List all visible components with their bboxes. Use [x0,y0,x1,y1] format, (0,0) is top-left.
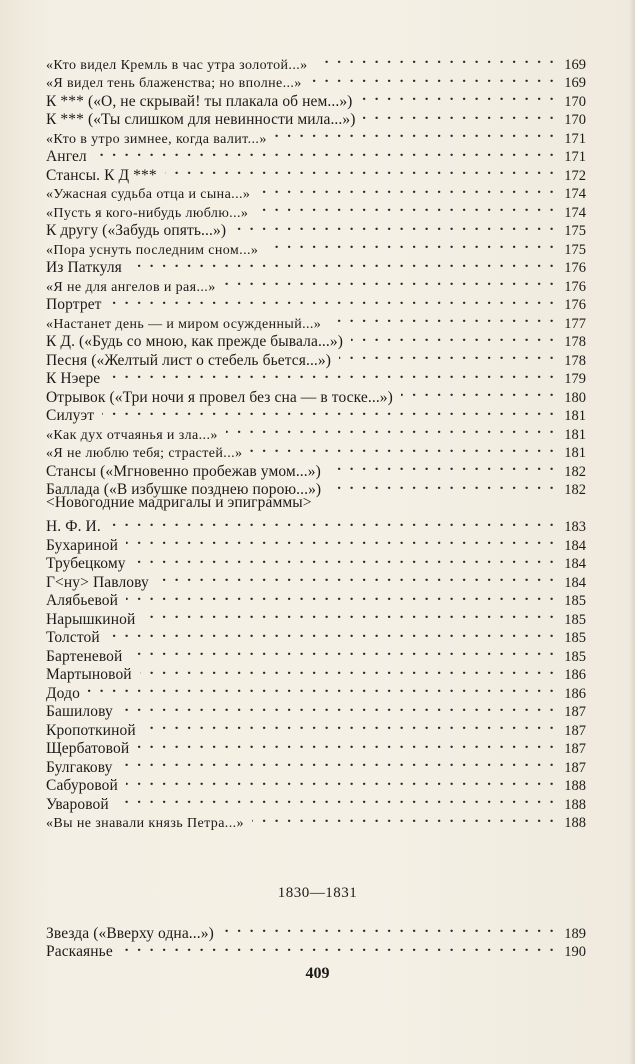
toc-entry-title: Стансы («Мгновенно пробежав умом...») [46,462,321,480]
toc-entry [46,531,586,554]
toc-entry-page: 174 [564,186,586,202]
table-of-contents [46,50,586,831]
toc-entry [46,661,586,683]
dot-leader [165,161,556,180]
toc-entry-page: 181 [564,408,586,424]
dot-leader [121,753,557,772]
toc-entry-title: «Пусть я кого-нибудь люблю...» [46,205,249,221]
toc-entry-page: 182 [564,482,586,498]
toc-entry [46,753,586,776]
toc-entry-page: 179 [564,371,586,387]
toc-entry-page: 169 [564,56,586,73]
toc-entry-page: 184 [564,574,586,591]
toc-entry-title: Из Паткуля [46,259,122,276]
toc-entry-page: 185 [564,648,586,665]
toc-entry-title: Силуэт [46,407,95,424]
toc-entry-title: Нарышкиной [46,610,136,628]
toc-entry-page: 185 [564,630,586,646]
toc-entry-page: 170 [564,112,586,128]
toc-entry-page: 187 [564,741,586,757]
toc-entry-title: К Д. («Будь со мною, как прежде бывала...») [46,333,343,350]
toc-entry-title: «Я не люблю тебя; страстей...» [46,446,243,461]
toc-entry-title: Стансы. К Д *** [46,166,157,184]
toc-entry-title: Алябьевой [46,592,119,609]
toc-entry-page: 188 [564,815,586,831]
toc-entry-page: 178 [564,352,586,369]
toc-entry-title: «Настанет день — и миром осужденный...» [46,316,322,332]
dot-leader [329,309,556,328]
dot-leader [110,291,556,310]
dot-leader [157,568,556,587]
dot-leader [126,772,556,791]
toc-entry [46,161,586,184]
toc-entry [46,679,586,702]
table-of-contents-continued [46,919,586,960]
toc-entry-page: 188 [564,796,586,813]
toc-entry-title: К другу («Забудь опять...») [46,222,227,239]
dot-leader [316,50,556,69]
toc-entry [46,365,586,387]
toc-entry-title: «Ужасная судьба отца и сына...» [46,187,251,202]
dot-leader [117,790,556,809]
dot-leader [258,180,556,199]
toc-entry [46,587,586,609]
toc-entry-title: Кропоткиной [46,721,136,739]
dot-leader [121,698,556,717]
toc-entry [46,790,586,813]
dot-leader [126,531,556,550]
dot-leader [134,550,556,569]
toc-entry-title: Бухариной [46,536,118,554]
dot-leader [222,919,556,938]
toc-entry-title: Бартеневой [46,647,123,665]
toc-entry-page: 187 [564,759,586,776]
toc-entry-title: Ангел [46,148,87,165]
toc-entry-title: Додо [46,684,80,702]
toc-entry-page: 180 [564,389,586,406]
toc-entry-page: 171 [564,149,586,165]
toc-entry-page: 178 [564,334,586,350]
toc-entry-title: Песня («Желтый лист о стебель бьется...») [46,351,332,369]
toc-entry-page: 171 [564,130,586,147]
toc-entry-page: 189 [564,925,586,942]
toc-entry [46,568,586,591]
toc-entry-page: 187 [564,704,586,720]
toc-entry-page: 181 [564,426,586,443]
toc-entry-page: 174 [564,204,586,221]
toc-entry-title: Мартыновой [46,666,132,683]
dot-leader [108,624,556,643]
toc-entry-page: 187 [564,722,586,739]
toc-entry-title: «Как дух отчаянья и зла...» [46,427,218,443]
toc-entry-page: 185 [564,593,586,609]
dot-leader [252,809,556,828]
toc-entry-title: Г<ну> Павлову [46,573,149,591]
toc-entry [46,309,586,332]
dot-leader [339,346,556,365]
toc-entry-title: Отрывок («Три ночи я провел без сна — в тоске...») [46,388,393,406]
dot-leader [329,457,556,476]
toc-entry [46,809,586,831]
toc-entry-title: Булгакову [46,758,113,776]
toc-entry-page: 175 [564,241,586,258]
toc-entry [46,642,586,665]
toc-entry-title: К *** («О, не скрывай! ты плакала об нем...») [46,92,353,110]
toc-entry-title: К *** («Ты слишком для невинности мила...») [46,111,356,128]
toc-entry [46,143,586,165]
toc-entry-title: «Я не для ангелов и рая...» [46,279,216,295]
toc-entry [46,772,586,794]
toc-entry [46,402,586,424]
toc-entry-page: 170 [564,93,586,110]
toc-entry-page: 172 [564,167,586,184]
dot-leader [144,716,556,735]
dot-leader [108,365,556,384]
dot-leader [256,198,556,217]
toc-entry-title: «Я видел тень блаженства; но вполне...» [46,76,302,91]
dot-leader [401,383,556,402]
dot-leader [137,735,556,754]
dot-leader [88,679,556,698]
toc-entry-title: Сабуровой [46,777,118,794]
toc-entry [46,291,586,313]
toc-entry [46,624,586,646]
toc-entry-title: Звезда («Вверху одна...») [46,924,214,942]
dot-leader [329,476,556,495]
dot-leader [121,938,556,957]
dot-leader [224,272,556,291]
toc-entry [46,919,586,942]
toc-entry [46,716,586,739]
toc-entry-page: 182 [564,463,586,480]
toc-entry-page: 176 [564,260,586,276]
dot-leader [95,143,556,162]
toc-entry-page: 183 [564,519,586,535]
dot-leader [275,124,556,143]
dot-leader [130,642,556,661]
toc-entry-title: Н. Ф. И. [46,518,101,535]
toc-entry-title: «Вы не знавали князь Петра...» [46,816,244,831]
toc-entry [46,550,586,572]
dot-leader [363,106,556,125]
toc-entry-page: 184 [564,537,586,554]
toc-entry-title: «Кто в утро зимнее, когда валит...» [46,131,267,147]
dot-leader [351,328,556,347]
dot-leader [130,254,556,273]
toc-entry-title: Трубецкому [46,555,126,572]
dot-leader [266,235,556,254]
toc-entry-page: 184 [564,556,586,572]
dot-leader [126,587,556,606]
toc-entry-title: Уваровой [46,795,109,813]
section-heading: 1830—1831 [277,885,358,901]
toc-entry-page: 186 [564,667,586,683]
toc-entry-title: Баллада («В избушке позднею порою...») [46,481,322,498]
toc-entry-page: 190 [564,944,586,960]
toc-entry [46,605,586,628]
toc-entry-title: К Нэере [46,370,101,387]
toc-entry-title: Портрет [46,296,102,313]
toc-entry-title: «Пора уснуть последним сном...» [46,242,259,258]
toc-entry [46,420,586,443]
toc-entry-title: «Кто видел Кремль в час утра золотой...» [46,57,308,73]
toc-entry [46,938,586,960]
toc-entry-page: 176 [564,278,586,295]
toc-entry [46,50,586,73]
scan-edge-shadow [629,0,635,1064]
toc-entry-title: Щербатовой [46,740,130,757]
toc-entry-title: Раскаянье [46,943,113,960]
page-number: 409 [305,965,330,982]
toc-entry-page: 188 [564,778,586,794]
dot-leader [143,605,556,624]
toc-entry-page: 177 [564,315,586,332]
toc-entry-page: 186 [564,685,586,702]
toc-entry [46,698,586,720]
toc-entry [46,272,586,295]
dot-leader [140,661,556,680]
toc-entry-title: Башилову [46,703,113,720]
toc-entry-page: 175 [564,223,586,239]
toc-entry-title: Толстой [46,629,100,646]
toc-entry-page: 185 [564,611,586,628]
dot-leader [360,87,556,106]
toc-entry-title: <Новогодние мадригалы и эпиграммы> [46,494,312,511]
dot-leader [102,402,556,421]
dot-leader [226,420,556,439]
dot-leader [310,69,556,88]
dot-leader [250,439,556,458]
toc-entry-page: 176 [564,297,586,313]
toc-entry [46,383,586,406]
dot-leader [109,513,556,532]
toc-entry [46,513,586,535]
toc-entry-page: 169 [564,75,586,91]
dot-leader [234,217,556,236]
toc-entry-page: 181 [564,445,586,461]
